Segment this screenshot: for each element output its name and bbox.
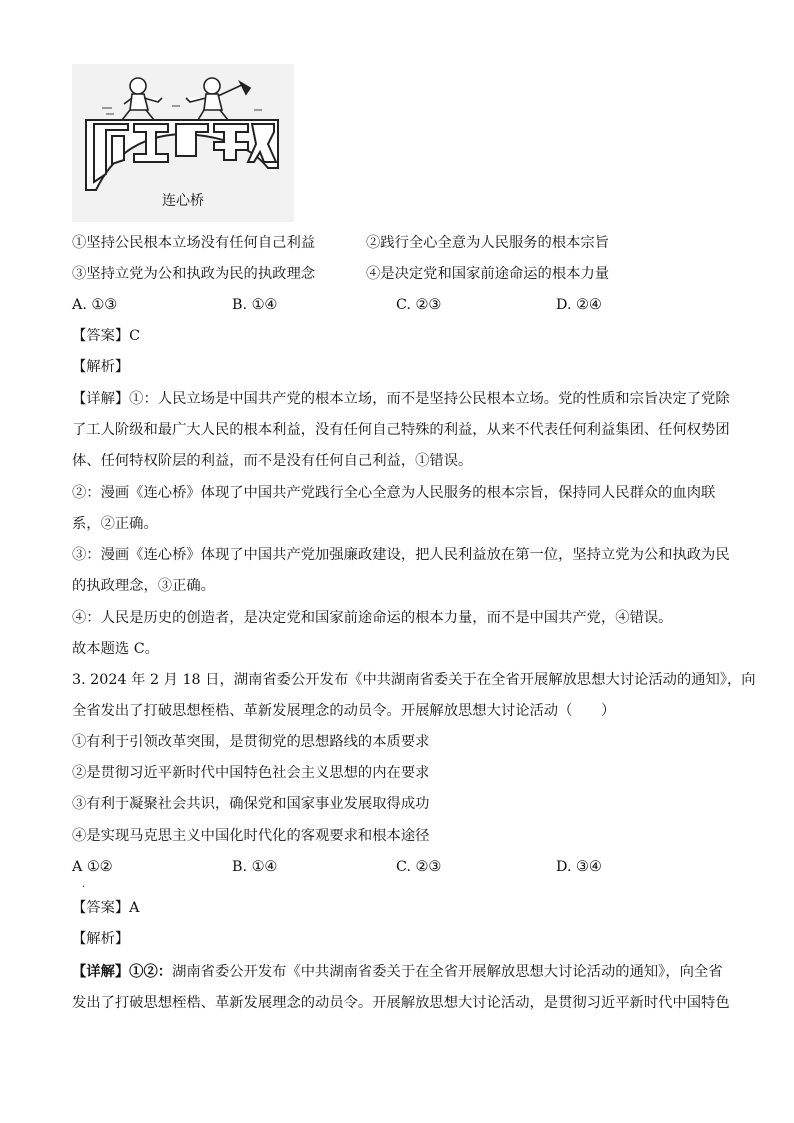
q3-item-3: ③有利于凝聚社会共识，确保党和国家事业发展取得成功 [72, 796, 430, 812]
q2-analysis-heading: 【解析】 [72, 359, 130, 375]
figure-caption: 连心桥 [162, 193, 204, 209]
q3-detail-text-1: 湖南省委公开发布《中共湖南省委关于在全省开展解放思想大讨论活动的通知》，向全省 [172, 964, 723, 980]
stray-mark: . [82, 879, 86, 890]
q2-item-2: ②践行全心全意为人民服务的根本宗旨 [366, 235, 610, 251]
q2-detail-line-1: 【详解】①：人民立场是中国共产党的根本立场，而不是坚持公民根本立场。党的性质和宗旨决定了党除 [72, 391, 730, 407]
q3-option-d: D. ③④ [556, 859, 602, 875]
q3-detail-line-2: 发出了打破思想桎梏、革新发展理念的动员令。开展解放思想大讨论活动，是贯彻习近平新时代中国特色 [72, 995, 730, 1011]
q3-option-a: A ①② [72, 859, 113, 875]
q2-detail-line-6: ③：漫画《连心桥》体现了中国共产党加强廉政建设，把人民利益放在第一位，坚持立党为公和执政为民 [72, 547, 730, 563]
q3-detail-line-1 [72, 962, 723, 982]
q3-option-c: C. ②③ [396, 859, 442, 875]
q2-detail-line-8: ④：人民是历史的创造者，是决定党和国家前途命运的根本力量，而不是中国共产党，④错误。 [72, 610, 673, 626]
q2-detail-line-2: 了工人阶级和最广大人民的根本利益，没有任何自己特殊的利益，从来不代表任何利益集团、任何权势团 [72, 422, 730, 438]
q2-item-3: ③坚持立党为公和执政为民的执政理念 [72, 266, 316, 282]
q2-item-row-1 [72, 233, 610, 253]
q3-item-2: ②是贯彻习近平新时代中国特色社会主义思想的内在要求 [72, 765, 430, 781]
q3-analysis-heading: 【解析】 [72, 931, 130, 947]
q3-item-4: ④是实现马克思主义中国化时代化的客观要求和根本途径 [72, 828, 430, 844]
q2-detail-line-7: 的执政理念，③正确。 [72, 578, 215, 594]
q2-conclusion: 故本题选 C。 [72, 641, 159, 657]
q3-item-1: ①有利于引领改革突围，是贯彻党的思想路线的本质要求 [72, 734, 430, 750]
q2-detail-line-5: 系，②正确。 [72, 516, 158, 532]
q2-option-c: C. ②③ [396, 297, 442, 313]
q2-item-1: ①坚持公民根本立场没有任何自己利益 [72, 235, 316, 251]
q2-option-a: A. ①③ [72, 297, 118, 313]
q2-answer: 【答案】C [72, 328, 141, 344]
q3-stem-line-2: 全省发出了打破思想桎梏、革新发展理念的动员令。开展解放思想大讨论活动（ ） [72, 703, 616, 719]
q3-stem-line-1: 3. 2024 年 2 月 18 日，湖南省委公开发布《中共湖南省委关于在全省开展解放思想大讨论活动的通知》，向 [72, 672, 756, 688]
q2-item-row-2 [72, 264, 610, 284]
q2-detail-line-4: ②：漫画《连心桥》体现了中国共产党践行全心全意为人民服务的根本宗旨，保持同人民群众的血肉联 [72, 485, 716, 501]
q2-item-4: ④是决定党和国家前途命运的根本力量 [366, 266, 610, 282]
q2-option-b: B. ①④ [232, 297, 278, 313]
q2-detail-line-3: 体、任何特权阶层的利益，而不是没有任何自己利益，①错误。 [72, 453, 473, 469]
q3-option-b: B. ①④ [232, 859, 278, 875]
q2-option-d: D. ②④ [556, 297, 602, 313]
q3-detail-head: 【详解】①②： [72, 964, 173, 980]
q3-answer: 【答案】A [72, 900, 140, 916]
cartoon-figure [72, 64, 294, 222]
